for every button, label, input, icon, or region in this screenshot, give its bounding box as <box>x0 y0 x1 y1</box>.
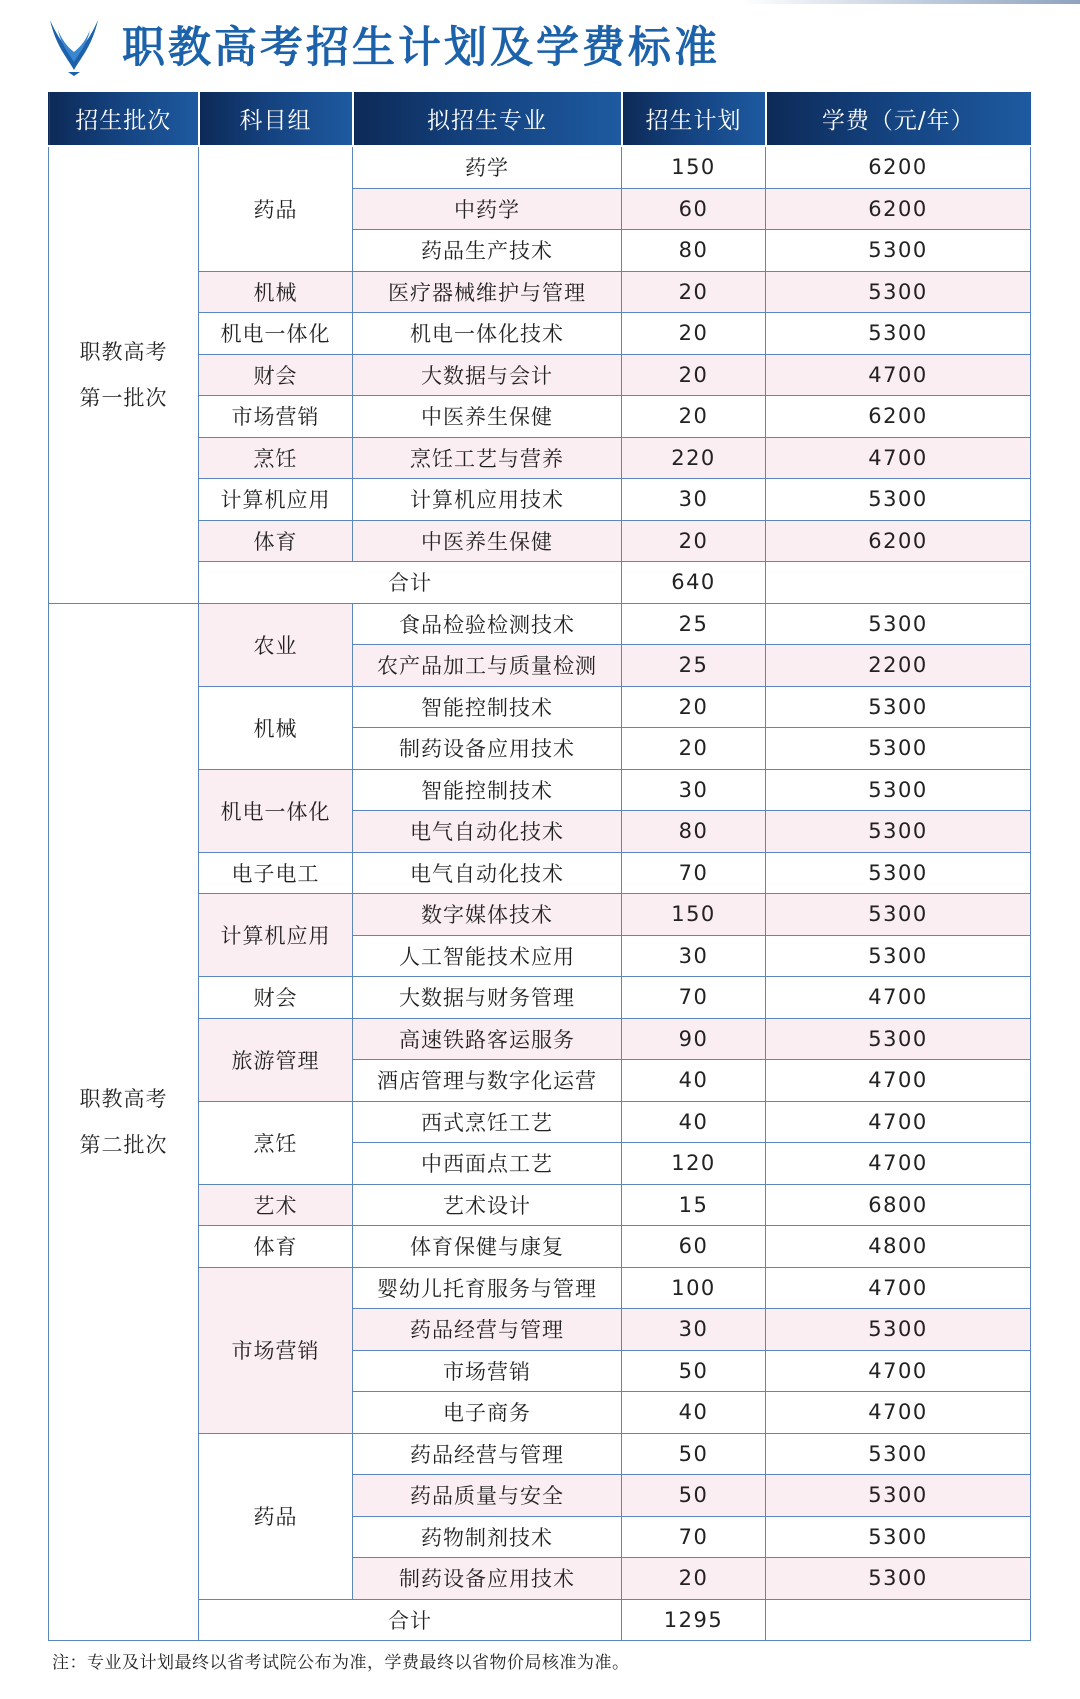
major-cell: 酒店管理与数字化运营 <box>353 1060 622 1102</box>
plan-count-cell: 30 <box>622 769 766 811</box>
header-plan: 招生计划 <box>622 92 766 146</box>
major-cell: 药品生产技术 <box>353 230 622 272</box>
plan-count-cell: 50 <box>622 1433 766 1475</box>
subject-group-cell: 药品 <box>199 146 353 271</box>
header-group: 科目组 <box>199 92 353 146</box>
subject-group-cell: 财会 <box>199 354 353 396</box>
batch-name-line1: 职教高考 <box>79 339 168 364</box>
plan-count-cell: 150 <box>622 146 766 188</box>
batch-name-line2: 第二批次 <box>79 1132 168 1157</box>
total-label: 合计 <box>199 562 622 604</box>
total-empty-cell <box>766 562 1031 604</box>
plan-count-cell: 80 <box>622 230 766 272</box>
plan-count-cell: 60 <box>622 188 766 230</box>
major-cell: 机电一体化技术 <box>353 313 622 355</box>
subject-group-cell: 艺术 <box>199 1184 353 1226</box>
tuition-fee-cell: 5300 <box>766 894 1031 936</box>
major-cell: 药品质量与安全 <box>353 1475 622 1517</box>
major-cell: 西式烹饪工艺 <box>353 1101 622 1143</box>
plan-count-cell: 40 <box>622 1392 766 1434</box>
footnote: 注：专业及计划最终以省考试院公布为准，学费最终以省物价局核准为准。 <box>52 1653 630 1673</box>
plan-count-cell: 30 <box>622 1309 766 1351</box>
plan-count-cell: 50 <box>622 1475 766 1517</box>
major-cell: 烹饪工艺与营养 <box>353 437 622 479</box>
major-cell: 制药设备应用技术 <box>353 1558 622 1600</box>
tuition-fee-cell: 5300 <box>766 1475 1031 1517</box>
enrollment-plan-table <box>48 92 1031 1641</box>
plan-count-cell: 70 <box>622 977 766 1019</box>
major-cell: 艺术设计 <box>353 1184 622 1226</box>
tuition-fee-cell: 4700 <box>766 354 1031 396</box>
tuition-fee-cell: 5300 <box>766 935 1031 977</box>
table-header-row <box>49 92 1031 146</box>
subject-group-cell: 烹饪 <box>199 1101 353 1184</box>
tuition-fee-cell: 5300 <box>766 1309 1031 1351</box>
subject-group-cell: 机械 <box>199 686 353 769</box>
tuition-fee-cell: 6200 <box>766 146 1031 188</box>
major-cell: 电气自动化技术 <box>353 852 622 894</box>
tuition-fee-cell: 4700 <box>766 1143 1031 1185</box>
subject-group-cell: 农业 <box>199 603 353 686</box>
major-cell: 中医养生保健 <box>353 520 622 562</box>
tuition-fee-cell: 4700 <box>766 977 1031 1019</box>
batch-name-line2: 第一批次 <box>79 385 168 410</box>
subject-group-cell: 药品 <box>199 1433 353 1599</box>
tuition-fee-cell: 5300 <box>766 769 1031 811</box>
major-cell: 制药设备应用技术 <box>353 728 622 770</box>
major-cell: 电子商务 <box>353 1392 622 1434</box>
subject-group-cell: 市场营销 <box>199 1267 353 1433</box>
tuition-fee-cell: 5300 <box>766 313 1031 355</box>
major-cell: 大数据与会计 <box>353 354 622 396</box>
plan-count-cell: 20 <box>622 396 766 438</box>
page-title: 职教高考招生计划及学费标准 <box>122 23 720 73</box>
major-cell: 食品检验检测技术 <box>353 603 622 645</box>
subject-group-cell: 机电一体化 <box>199 313 353 355</box>
major-cell: 市场营销 <box>353 1350 622 1392</box>
tuition-fee-cell: 5300 <box>766 603 1031 645</box>
major-cell: 药品经营与管理 <box>353 1309 622 1351</box>
plan-count-cell: 20 <box>622 271 766 313</box>
plan-count-cell: 60 <box>622 1226 766 1268</box>
table-row <box>49 603 1031 645</box>
plan-count-cell: 15 <box>622 1184 766 1226</box>
total-empty-cell <box>766 1599 1031 1641</box>
tuition-fee-cell: 6200 <box>766 188 1031 230</box>
tuition-fee-cell: 4800 <box>766 1226 1031 1268</box>
major-cell: 中药学 <box>353 188 622 230</box>
plan-count-cell: 20 <box>622 520 766 562</box>
plan-count-cell: 25 <box>622 645 766 687</box>
plan-count-cell: 20 <box>622 354 766 396</box>
plan-count-cell: 30 <box>622 935 766 977</box>
tuition-fee-cell: 5300 <box>766 1433 1031 1475</box>
plan-count-cell: 40 <box>622 1101 766 1143</box>
book-wings-logo <box>48 16 100 76</box>
plan-count-cell: 50 <box>622 1350 766 1392</box>
tuition-fee-cell: 6200 <box>766 396 1031 438</box>
tuition-fee-cell: 5300 <box>766 686 1031 728</box>
major-cell: 农产品加工与质量检测 <box>353 645 622 687</box>
subject-group-cell: 财会 <box>199 977 353 1019</box>
batch-name-line1: 职教高考 <box>79 1086 168 1111</box>
subject-group-cell: 机电一体化 <box>199 769 353 852</box>
subject-group-cell: 烹饪 <box>199 437 353 479</box>
major-cell: 智能控制技术 <box>353 686 622 728</box>
plan-count-cell: 220 <box>622 437 766 479</box>
major-cell: 大数据与财务管理 <box>353 977 622 1019</box>
plan-count-cell: 25 <box>622 603 766 645</box>
tuition-fee-cell: 4700 <box>766 1392 1031 1434</box>
batch-cell <box>49 603 199 1641</box>
major-cell: 医疗器械维护与管理 <box>353 271 622 313</box>
total-label: 合计 <box>199 1599 622 1641</box>
subject-group-cell: 体育 <box>199 520 353 562</box>
batch-cell <box>49 146 199 603</box>
major-cell: 高速铁路客运服务 <box>353 1018 622 1060</box>
major-cell: 智能控制技术 <box>353 769 622 811</box>
tuition-fee-cell: 4700 <box>766 1350 1031 1392</box>
plan-count-cell: 120 <box>622 1143 766 1185</box>
subject-group-cell: 计算机应用 <box>199 894 353 977</box>
plan-count-cell: 20 <box>622 1558 766 1600</box>
plan-count-cell: 100 <box>622 1267 766 1309</box>
subject-group-cell: 计算机应用 <box>199 479 353 521</box>
plan-count-cell: 70 <box>622 1516 766 1558</box>
plan-count-cell: 80 <box>622 811 766 853</box>
tuition-fee-cell: 4700 <box>766 1060 1031 1102</box>
header-fee: 学费（元/年） <box>766 92 1031 146</box>
major-cell: 中医养生保健 <box>353 396 622 438</box>
top-decorative-stripe <box>740 0 1080 4</box>
tuition-fee-cell: 6200 <box>766 520 1031 562</box>
tuition-fee-cell: 4700 <box>766 1101 1031 1143</box>
plan-count-cell: 40 <box>622 1060 766 1102</box>
tuition-fee-cell: 5300 <box>766 271 1031 313</box>
subject-group-cell: 市场营销 <box>199 396 353 438</box>
plan-count-cell: 20 <box>622 313 766 355</box>
major-cell: 药物制剂技术 <box>353 1516 622 1558</box>
tuition-fee-cell: 5300 <box>766 811 1031 853</box>
major-cell: 计算机应用技术 <box>353 479 622 521</box>
plan-count-cell: 20 <box>622 728 766 770</box>
table-row <box>49 146 1031 188</box>
plan-count-cell: 70 <box>622 852 766 894</box>
major-cell: 电气自动化技术 <box>353 811 622 853</box>
major-cell: 药品经营与管理 <box>353 1433 622 1475</box>
total-value: 1295 <box>622 1599 766 1641</box>
tuition-fee-cell: 5300 <box>766 1558 1031 1600</box>
subject-group-cell: 旅游管理 <box>199 1018 353 1101</box>
header-batch: 招生批次 <box>49 92 199 146</box>
tuition-fee-cell: 5300 <box>766 1516 1031 1558</box>
table-body <box>49 146 1031 1641</box>
tuition-fee-cell: 4700 <box>766 1267 1031 1309</box>
tuition-fee-cell: 4700 <box>766 437 1031 479</box>
subject-group-cell: 电子电工 <box>199 852 353 894</box>
tuition-fee-cell: 2200 <box>766 645 1031 687</box>
plan-count-cell: 90 <box>622 1018 766 1060</box>
major-cell: 婴幼儿托育服务与管理 <box>353 1267 622 1309</box>
subject-group-cell: 机械 <box>199 271 353 313</box>
total-value: 640 <box>622 562 766 604</box>
major-cell: 体育保健与康复 <box>353 1226 622 1268</box>
major-cell: 数字媒体技术 <box>353 894 622 936</box>
plan-count-cell: 150 <box>622 894 766 936</box>
major-cell: 人工智能技术应用 <box>353 935 622 977</box>
page-header <box>48 14 1038 84</box>
tuition-fee-cell: 5300 <box>766 230 1031 272</box>
tuition-fee-cell: 5300 <box>766 479 1031 521</box>
tuition-fee-cell: 5300 <box>766 1018 1031 1060</box>
tuition-fee-cell: 5300 <box>766 728 1031 770</box>
header-major: 拟招生专业 <box>353 92 622 146</box>
major-cell: 药学 <box>353 146 622 188</box>
subject-group-cell: 体育 <box>199 1226 353 1268</box>
plan-count-cell: 30 <box>622 479 766 521</box>
major-cell: 中西面点工艺 <box>353 1143 622 1185</box>
plan-count-cell: 20 <box>622 686 766 728</box>
tuition-fee-cell: 5300 <box>766 852 1031 894</box>
tuition-fee-cell: 6800 <box>766 1184 1031 1226</box>
